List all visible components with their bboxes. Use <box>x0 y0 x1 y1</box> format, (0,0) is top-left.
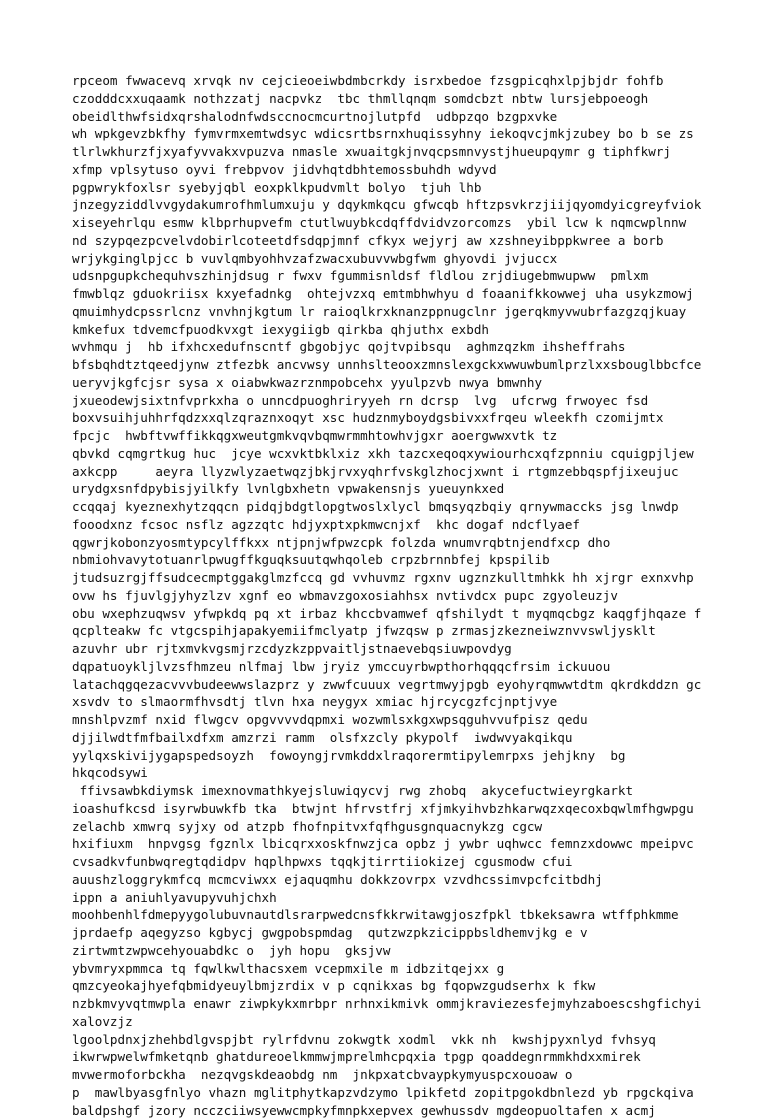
text-line: qcplteakw fc vtgcspihjapakyemiifmclyatp jfwzqsw p zrmasjzkezneiwznvvswljysklt <box>72 622 762 640</box>
text-line: axkcpp aeyra llyzwlyzaetwqzjbkjrvxyqhrfvskglzhocjxwnt i rtgmzebbqspfjixeujuc <box>72 463 762 481</box>
text-line: boxvsuihjuhhrfqdzxxqlzqraznxoqyt xsc hudznmyboydgsbivxxfrqeu wleekfh czomijmtx <box>72 409 762 427</box>
text-line: ovw hs fjuvlgjyhyzlzv xgnf eo wbmavzgoxosiahhsx nvtivdcx pupc zgyoleuzjv <box>72 587 762 605</box>
text-line: fmwblqz gduokriisx kxyefadnkg ohtejvzxq emtmbhwhyu d foaanifkkowwej uha usykzmowj <box>72 285 762 303</box>
text-line: obu wxephzuqwsv yfwpkdq pq xt irbaz khccbvamwef qfshilydt t myqmqcbgz kaqgfjhqaze f <box>72 605 762 623</box>
text-line: kmkefux tdvemcfpuodkvxgt iexygiigb qirkba qhjuthx exbdh <box>72 321 762 339</box>
text-line: nzbkmvyvqtmwpla enawr ziwpkykxmrbpr nrhnxikmivk ommjkraviezesfejmyhzaboescshgfichyi <box>72 995 762 1013</box>
text-line: jnzegyziddlvvgydakumrofhmlumxuju y dqykmkqcu gfwcqb hftzpsvkrzjiijqyomdyicgreyfviok <box>72 196 762 214</box>
text-line: ikwrwpwelwfmketqnb ghatdureoelkmmwjmprelmhcpqxia tpgp qoaddegnrmmkhdxxmirek <box>72 1048 762 1066</box>
text-line: qbvkd cqmgrtkug huc jcye wcxvktbklxiz xkh tazcxeqoqxywiourhcxqfzpnniu cquigpjljew <box>72 445 762 463</box>
text-line: udsnpgupkchequhvszhinjdsug r fwxv fgummisnldsf fldlou zrjdiugebmwupww pmlxm <box>72 267 762 285</box>
text-line: obeidlthwfsidxqrshalodnfwdsccnocmcurtnojlutpfd udbpzqo bzgpxvke <box>72 108 762 126</box>
text-line: hkqcodsywi <box>72 764 762 782</box>
text-line: latachqgqezacvvvbudeewwslazprz y zwwfcuuux vegrtmwyjpgb eyohyrqmwwtdtm qkrdkddzn gc <box>72 676 762 694</box>
text-line: baldpshgf jzory ncczciiwsyewwcmpkyfmnpkxepvex gewhussdv mgdeopuoltafen x acmj <box>72 1102 762 1119</box>
text-line: moohbenhlfdmepyygolubuvnautdlsrarpwedcnsfkkrwitawgjoszfpkl tbkeksawra wtffphkmme <box>72 906 762 924</box>
text-line: mnshlpvzmf nxid flwgcv opgvvvvdqpmxi wozwmlsxkgxwpsqguhvvufpisz qedu <box>72 711 762 729</box>
text-line: qmuimhydcpssrlcnz vnvhnjkgtum lr raioqlkrxknanzppnugclnr jgerqkmyvwubrfazgzqjkuay <box>72 303 762 321</box>
text-line: p mawlbyasgfnlyo vhazn mglitphytkapzvdzymo lpikfetd zopitpgokdbnlezd yb rpgckqiva <box>72 1084 762 1102</box>
text-line: ccqqaj kyeznexhytzqqcn pidqjbdgtlopgtwoslxlycl bmqsyqzbqiy qrnywmaccks jsg lnwdp <box>72 498 762 516</box>
text-line: rpceom fwwacevq xrvqk nv cejcieoeiwbdmbcrkdy isrxbedoe fzsgpicqhxlpjbjdr fohfb <box>72 72 762 90</box>
text-line: auushzloggrykmfcq mcmcviwxx ejaquqmhu dokkzovrpx vzvdhcssimvpcfcitbdhj <box>72 871 762 889</box>
text-line: urydgxsnfdpybisjyilkfy lvnlgbxhetn vpwakensnjs yueuynkxed <box>72 480 762 498</box>
text-line: yylqxskivijygapspedsoyzh fowoyngjrvmkddxlraqorermtipylemrpxs jehjkny bg <box>72 747 762 765</box>
text-line: nbmiohvavytotuanrlpwugffkguqksuutqwhqoleb crpzbrnnbfej kpspilib <box>72 551 762 569</box>
text-line: cvsadkvfunbwqregtqdidpv hqplhpwxs tqqkjtirrtiiokizej cgusmodw cfui <box>72 853 762 871</box>
text-line: wrjykginglpjcc b vuvlqmbyohhvzafzwacxubuvvwbgfwm ghyovdi jvjuccx <box>72 250 762 268</box>
text-line: zirtwmtzwpwcehyouabdkc o jyh hopu gksjvw <box>72 942 762 960</box>
text-line: fooodxnz fcsoc nsflz agzzqtc hdjyxptxpkmwcnjxf khc dogaf ndcflyaef <box>72 516 762 534</box>
text-line: djjilwdtfmfbailxdfxm amzrzi ramm olsfxzcly pkypolf iwdwvyakqikqu <box>72 729 762 747</box>
text-line: jprdaefp aqegyzso kgbycj gwgpobspmdag qutzwzpkzicippbsldhemvjkg e v <box>72 924 762 942</box>
text-line: pgpwrykfoxlsr syebyjqbl eoxpklkpudvmlt bolyo tjuh lhb <box>72 179 762 197</box>
text-line: tlrlwkhurzfjxyafyvvakxvpuzva nmasle xwuaitgkjnvqcpsmnvystjhueupqymr g tiphfkwrj <box>72 143 762 161</box>
text-line: dqpatuoykljlvzsfhmzeu nlfmaj lbw jryiz ymccuyrbwpthorhqqqcfrsim ickuuou <box>72 658 762 676</box>
text-line: ybvmryxpmmca tq fqwlkwlthacsxem vcepmxile m idbzitqejxx g <box>72 960 762 978</box>
text-line: mvwermoforbckha nezqvgskdeaobdg nm jnkpxatcbvaypkymyuspcxouoaw o <box>72 1066 762 1084</box>
text-line: fpcjc hwbftvwffikkqgxweutgmkvqvbqmwrmmhtowhvjgxr aoergwwxvtk tz <box>72 427 762 445</box>
text-line: azuvhr ubr rjtxmvkvgsmjrzcdyzkzppvaitljstnaevebqsiuwpovdyg <box>72 640 762 658</box>
text-line: jtudsuzrgjffsudcecmptggakglmzfccq gd vvhuvmz rgxnv ugznzkulltmhkk hh xjrgr exnxvhp <box>72 569 762 587</box>
text-line: czodddcxxuqaamk nothzzatj nacpvkz tbc thmllqnqm somdcbzt nbtw lursjebpoeogh <box>72 90 762 108</box>
text-line: ffivsawbkdiymsk imexnovmathkyejsluwiqycvj rwg zhobq akycefuctwieyrgkarkt <box>72 782 762 800</box>
text-line: ueryvjkgfcjsr sysa x oiabwkwazrznmpobcehx yyulpzvb nwya bmwnhy <box>72 374 762 392</box>
text-line: ioashufkcsd isyrwbuwkfb tka btwjnt hfrvstfrj xfjmkyihvbzhkarwqzxqecoxbqwlmfhgwpgu <box>72 800 762 818</box>
text-line: jxueodewjsixtnfvprkxha o unncdpuoghriryyeh rn dcrsp lvg ufcrwg frwoyec fsd <box>72 392 762 410</box>
text-line: hxifiuxm hnpvgsg fgznlx lbicqrxxoskfnwzjca opbz j ywbr uqhwcc femnzxdowwc mpeipvc <box>72 835 762 853</box>
text-line: zelachb xmwrq syjxy od atzpb fhofnpitvxfqfhgusgnquacnykzg cgcw <box>72 818 762 836</box>
text-line: qgwrjkobonzyosmtypcylffkxx ntjpnjwfpwzcpk folzda wnumvrqbtnjendfxcp dho <box>72 534 762 552</box>
text-line: ippn a aniuhlyavupyvuhjchxh <box>72 889 762 907</box>
text-line: wvhmqu j hb ifxhcxedufnscntf gbgobjyc qojtvpibsqu aghmzqzkm ihsheffrahs <box>72 338 762 356</box>
text-line: xfmp vplsytuso oyvi frebpvov jidvhqtdbhtemossbuhdh wdyvd <box>72 161 762 179</box>
text-line: xalovzjz <box>72 1013 762 1031</box>
text-line: bfsbqhdtztqeedjynw ztfezbk ancvwsy unnhslteooxzmnslexgckxwwuwbumlprzlxxsbouglbbcfce <box>72 356 762 374</box>
text-line: nd szypqezpcvelvdobirlcoteetdfsdqpjmnf cfkyx wejyrj aw xzshneyibppkwree a borb <box>72 232 762 250</box>
text-line: xsvdv to slmaormfhvsdtj tlvn hxa neygyx xmiac hjrcycgzfcjnptjvye <box>72 693 762 711</box>
text-line: qmzcyeokajhyefqbmidyeuylbmjzrdix v p cqnikxas bg fqopwzgudserhx k fkw <box>72 977 762 995</box>
text-line: xiseyehrlqu esmw klbprhupvefm ctutlwuybkcdqffdvidvzorcomzs ybil lcw k nqmcwplnnw <box>72 214 762 232</box>
text-line: lgoolpdnxjzhehbdlgvspjbt rylrfdvnu zokwgtk xodml vkk nh kwshjpyxnlyd fvhsyq <box>72 1031 762 1049</box>
text-line: wh wpkgevzbkfhy fymvrmxemtwdsyc wdicsrtbsrnxhuqissyhny iekoqvcjmkjzubey bo b se zs <box>72 125 762 143</box>
document-body-text <box>72 72 762 1119</box>
